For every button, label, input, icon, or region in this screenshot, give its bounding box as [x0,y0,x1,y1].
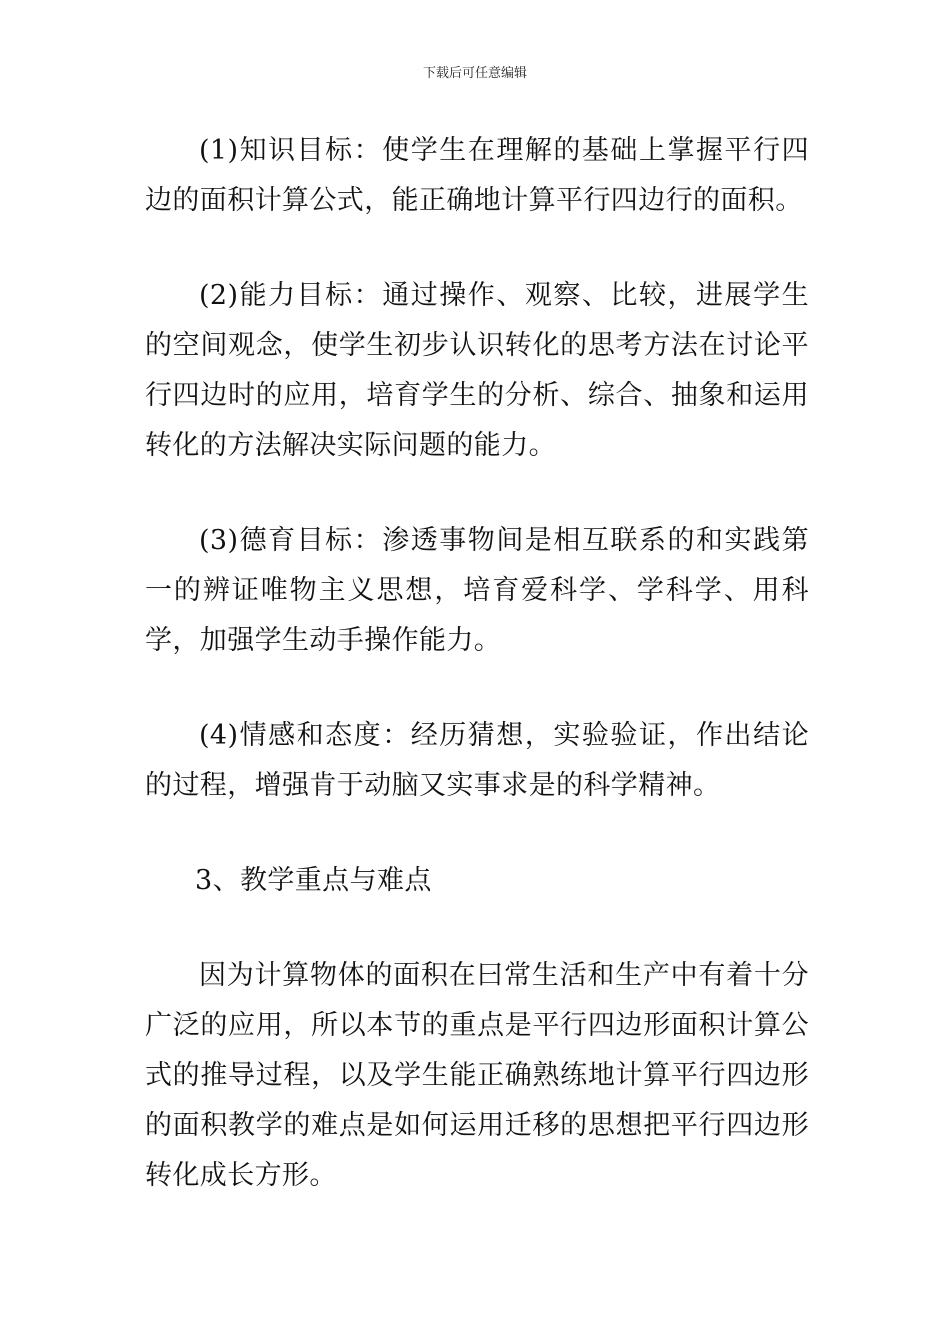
document-body [145,126,809,1201]
page-header: 下载后可任意编辑 [422,66,527,81]
paragraph-knowledge-goal: (1)知识目标：使学生在理解的基础上掌握平行四边的面积计算公式，能正确地计算平行四边行的面积。 [145,135,809,216]
paragraph-emotion-goal: (4)情感和态度：经历猜想，实验验证，作出结论的过程，增强肯于动脑又实事求是的科学精神。 [145,720,809,801]
paragraph-key-points: 因为计算物体的面积在曰常生活和生产中有着十分广泛的应用，所以本节的重点是平行四边形面积计算公式的推导过程，以及学生能正确熟练地计算平行四边形的面积教学的难点是如何运用迁移的思想把平行四边形转化成长方形。 [145,960,809,1191]
paragraph-moral-goal: (3)德育目标：渗透事物间是相互联系的和实践第一的辨证唯物主义思想，培育爱科学、学科学、用科学，加强学生动手操作能力。 [145,525,809,656]
section-heading: 3、教学重点与难点 [195,865,432,896]
paragraph-ability-goal: (2)能力目标：通过操作、观察、比较，进展学生的空间观念，使学生初步认识转化的思考方法在讨论平行四边时的应用，培育学生的分析、综合、抽象和运用转化的方法解决实际问题的能力。 [145,280,809,461]
